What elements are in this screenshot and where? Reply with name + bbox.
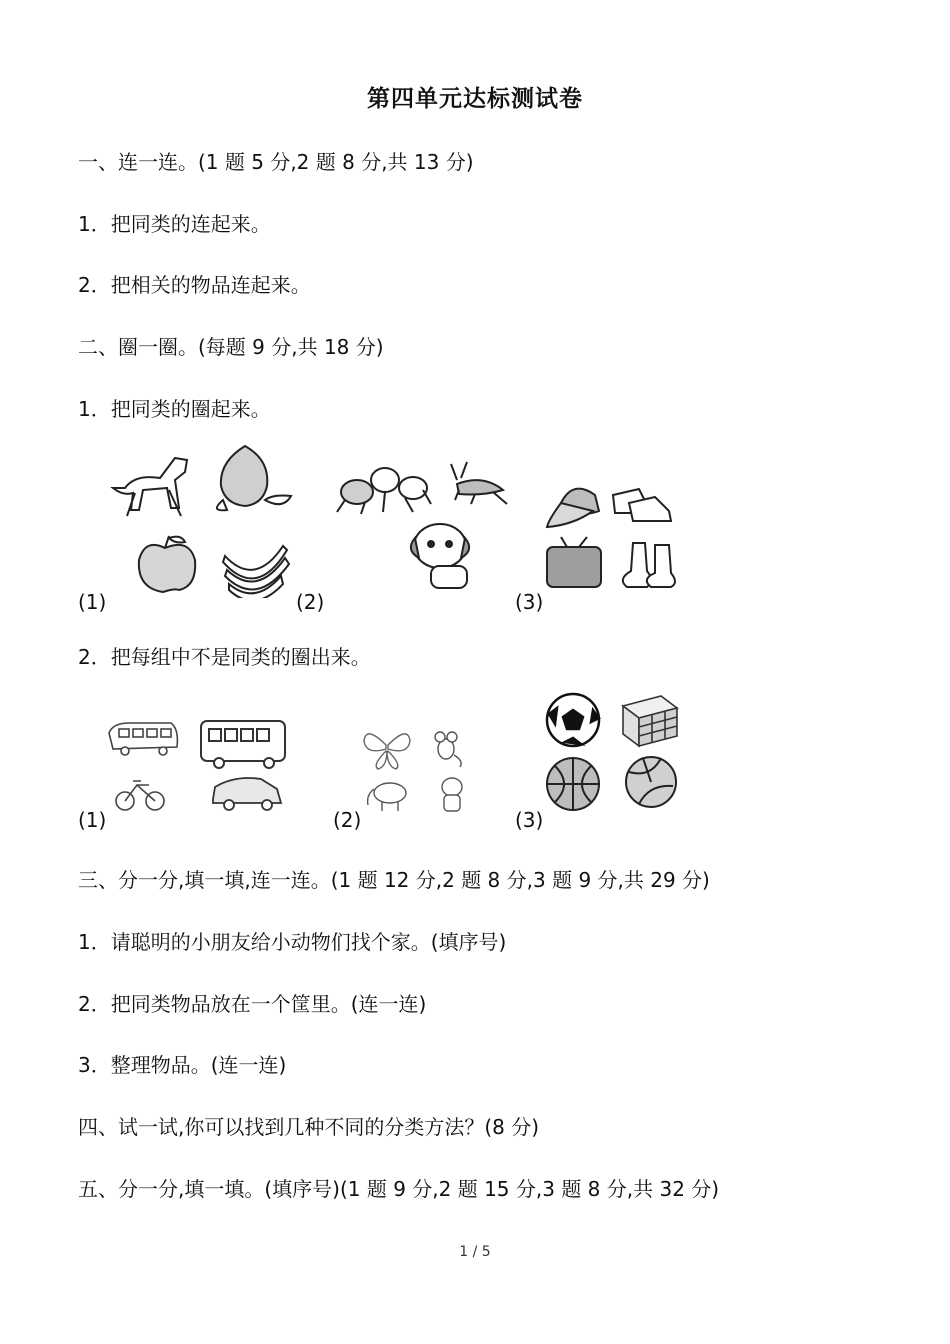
group-label-3: (3) [515, 590, 544, 614]
ant-icon [337, 468, 431, 514]
group-label-1: (1) [78, 590, 107, 614]
apple-icon [139, 536, 195, 592]
animal-group-illustration [360, 725, 475, 820]
basketball-icon [547, 758, 599, 810]
ball-group-illustration [543, 690, 683, 815]
rubiks-cube-icon [623, 696, 677, 746]
question-3-3: 3．整理物品。(连一连) [78, 1053, 287, 1077]
group-1-illustration [105, 438, 305, 598]
elephant-icon [368, 783, 406, 811]
group-label-1: (1) [78, 808, 107, 832]
group-3-illustration [543, 475, 683, 595]
tv-icon [547, 537, 601, 587]
section-3-heading: 三、分一分,填一填,连一连。(1 题 12 分,2 题 8 分,3 题 9 分,共 29 分) [78, 868, 710, 892]
dog-icon [442, 778, 462, 811]
group-label-2: (2) [296, 590, 325, 614]
bicycle-icon [116, 781, 164, 810]
group-label-2: (2) [333, 808, 362, 832]
section-2-heading: 二、圈一圈。(每题 9 分,共 18 分) [78, 335, 384, 359]
question-2-1: 1．把同类的圈起来。 [78, 397, 271, 421]
page-title: 第四单元达标测试卷 [367, 86, 583, 112]
socks-icon [623, 543, 675, 587]
bus-icon [201, 721, 285, 768]
question-3-1: 1．请聪明的小朋友给小动物们找个家。(填序号) [78, 930, 507, 954]
shoes-icon [613, 489, 671, 521]
section-1-heading: 一、连一连。(1 题 5 分,2 题 8 分,共 13 分) [78, 150, 474, 174]
cap-icon [547, 489, 599, 527]
car-icon [213, 778, 281, 810]
banana-icon [223, 546, 289, 598]
group-label-3: (3) [515, 808, 544, 832]
soccer-ball-icon [547, 694, 599, 746]
mouse-icon [435, 732, 461, 767]
volleyball-icon [626, 757, 676, 807]
question-1-2: 2．把相关的物品连起来。 [78, 273, 311, 297]
section-5-heading: 五、分一分,填一填。(填序号)(1 题 9 分,2 题 15 分,3 题 8 分,共 32 分) [78, 1177, 720, 1201]
peach-icon [217, 446, 291, 510]
grasshopper-icon [451, 462, 507, 504]
horse-icon [113, 458, 187, 516]
butterfly-icon [364, 734, 410, 769]
question-1-1: 1．把同类的连起来。 [78, 212, 271, 236]
dog-icon [411, 524, 469, 588]
group-2-illustration [335, 450, 515, 600]
question-3-2: 2．把同类物品放在一个筐里。(连一连) [78, 992, 427, 1016]
section-4-heading: 四、试一试,你可以找到几种不同的分类方法？(8 分) [78, 1115, 540, 1139]
bus-icon [109, 723, 177, 755]
question-2-2: 2．把每组中不是同类的圈出来。 [78, 645, 371, 669]
page-number: 1 / 5 [459, 1244, 491, 1260]
vehicle-group-illustration [105, 715, 295, 820]
